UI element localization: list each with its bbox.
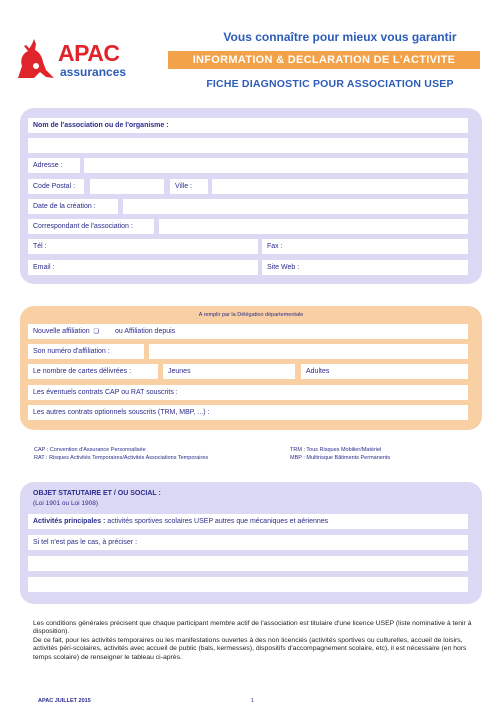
delegation-panel bbox=[20, 306, 482, 430]
fax-field[interactable]: Fax : bbox=[262, 239, 468, 254]
tel-field[interactable]: Tél : bbox=[28, 239, 258, 254]
correspondant-input[interactable] bbox=[159, 219, 468, 234]
footer-date: APAC JUILLET 2015 bbox=[38, 698, 91, 704]
activites-label: Activités principales : bbox=[33, 518, 106, 525]
code-postal-label: Code Postal : bbox=[28, 179, 84, 194]
affiliation-row bbox=[28, 324, 468, 339]
objet-heading: OBJET STATUTAIRE ET / OU SOCIAL : bbox=[33, 490, 161, 497]
adresse-input[interactable] bbox=[84, 158, 468, 173]
brand-name: APAC bbox=[58, 40, 120, 66]
checkbox-icon[interactable]: ❑ bbox=[93, 329, 100, 335]
si-tel-field[interactable]: Si tel n'est pas le cas, à préciser : bbox=[28, 535, 468, 550]
legend-cap: CAP : Convention d'Assurance Personnalisée bbox=[34, 447, 146, 453]
numero-affiliation-label: Son numéro d'affiliation : bbox=[28, 344, 144, 359]
code-postal-input[interactable] bbox=[90, 179, 164, 194]
objet-statutaire-panel bbox=[20, 482, 482, 604]
affiliation-depuis-label: ou Affiliation depuis bbox=[114, 328, 176, 335]
legend-rat: RAT : Risques Activités Temporaires/Activités Associations Temporaires bbox=[34, 455, 209, 461]
delegation-heading: A remplir par la Délégation départementale bbox=[198, 312, 304, 318]
loi-subheading: (Loi 1901 ou Loi 1908) bbox=[33, 500, 99, 507]
conditions-text bbox=[33, 620, 479, 662]
ville-label: Ville : bbox=[170, 179, 208, 194]
page-subtitle: FICHE DIAGNOSTIC POUR ASSOCIATION USEP bbox=[206, 78, 454, 90]
conditions-paragraph-2: De ce fait, pour les activités temporaires ou les manifestations ouvertes à des non licenciés (activités sportives ou culturelles, accueil de loisirs, activités péri-scolaires, activités avec accueil de public (bals, kermesses), dispositifs d'accompagnement scolaire, etc), il est nécessaire (en hors temps scolaire) de renseigner le tableau ci-après. bbox=[33, 636, 467, 661]
numero-affiliation-input[interactable] bbox=[149, 344, 468, 359]
site-web-field[interactable]: Site Web : bbox=[262, 260, 468, 275]
date-creation-label: Date de la création : bbox=[28, 199, 118, 214]
page-number: 1 bbox=[251, 698, 255, 704]
ville-input[interactable] bbox=[212, 179, 468, 194]
nombre-cartes-label: Le nombre de cartes délivrées : bbox=[28, 364, 158, 379]
title-banner: INFORMATION & DECLARATION DE L'ACTIVITE bbox=[168, 51, 480, 69]
date-creation-input[interactable] bbox=[123, 199, 468, 214]
jeunes-field[interactable]: Jeunes bbox=[163, 364, 295, 379]
tagline: Vous connaître pour mieux vous garantir bbox=[223, 30, 457, 44]
activites-value: activités sportives scolaires USEP autres que mécaniques et aériennes bbox=[105, 518, 329, 525]
precision-line-1[interactable] bbox=[28, 556, 468, 571]
activites-principales-field[interactable] bbox=[28, 514, 468, 529]
conditions-paragraph-1: Les conditions générales précisent que chaque participant membre actif de l'association est titulaire d'une licence USEP (liste nominative à tenir à disposition). bbox=[33, 620, 472, 636]
association-name-field[interactable]: Nom de l'association ou de l'organisme : bbox=[28, 118, 468, 133]
association-name-field-2[interactable] bbox=[28, 138, 468, 153]
legend-mbp: MBP : Multirisque Bâtiments Permanents bbox=[290, 455, 391, 461]
precision-line-2[interactable] bbox=[28, 577, 468, 592]
brand-subtitle: assurances bbox=[60, 65, 127, 79]
adresse-label: Adresse : bbox=[28, 158, 80, 173]
correspondant-label: Correspondant de l'association : bbox=[28, 219, 154, 234]
contrats-cap-rat-field[interactable]: Les éventuels contrats CAP ou RAT souscrits : bbox=[28, 385, 468, 400]
email-field[interactable]: Email : bbox=[28, 260, 258, 275]
legend-trm: TRM : Tous Risques Mobilier/Matériel bbox=[290, 447, 382, 453]
association-info-panel bbox=[20, 108, 482, 284]
autres-contrats-field[interactable]: Les autres contrats optionnels souscrits (TRM, MBP, ...) : bbox=[28, 405, 468, 420]
nouvelle-affiliation-label: Nouvelle affiliation bbox=[33, 328, 90, 335]
adultes-field[interactable]: Adultes bbox=[301, 364, 468, 379]
apac-logo bbox=[12, 36, 140, 82]
